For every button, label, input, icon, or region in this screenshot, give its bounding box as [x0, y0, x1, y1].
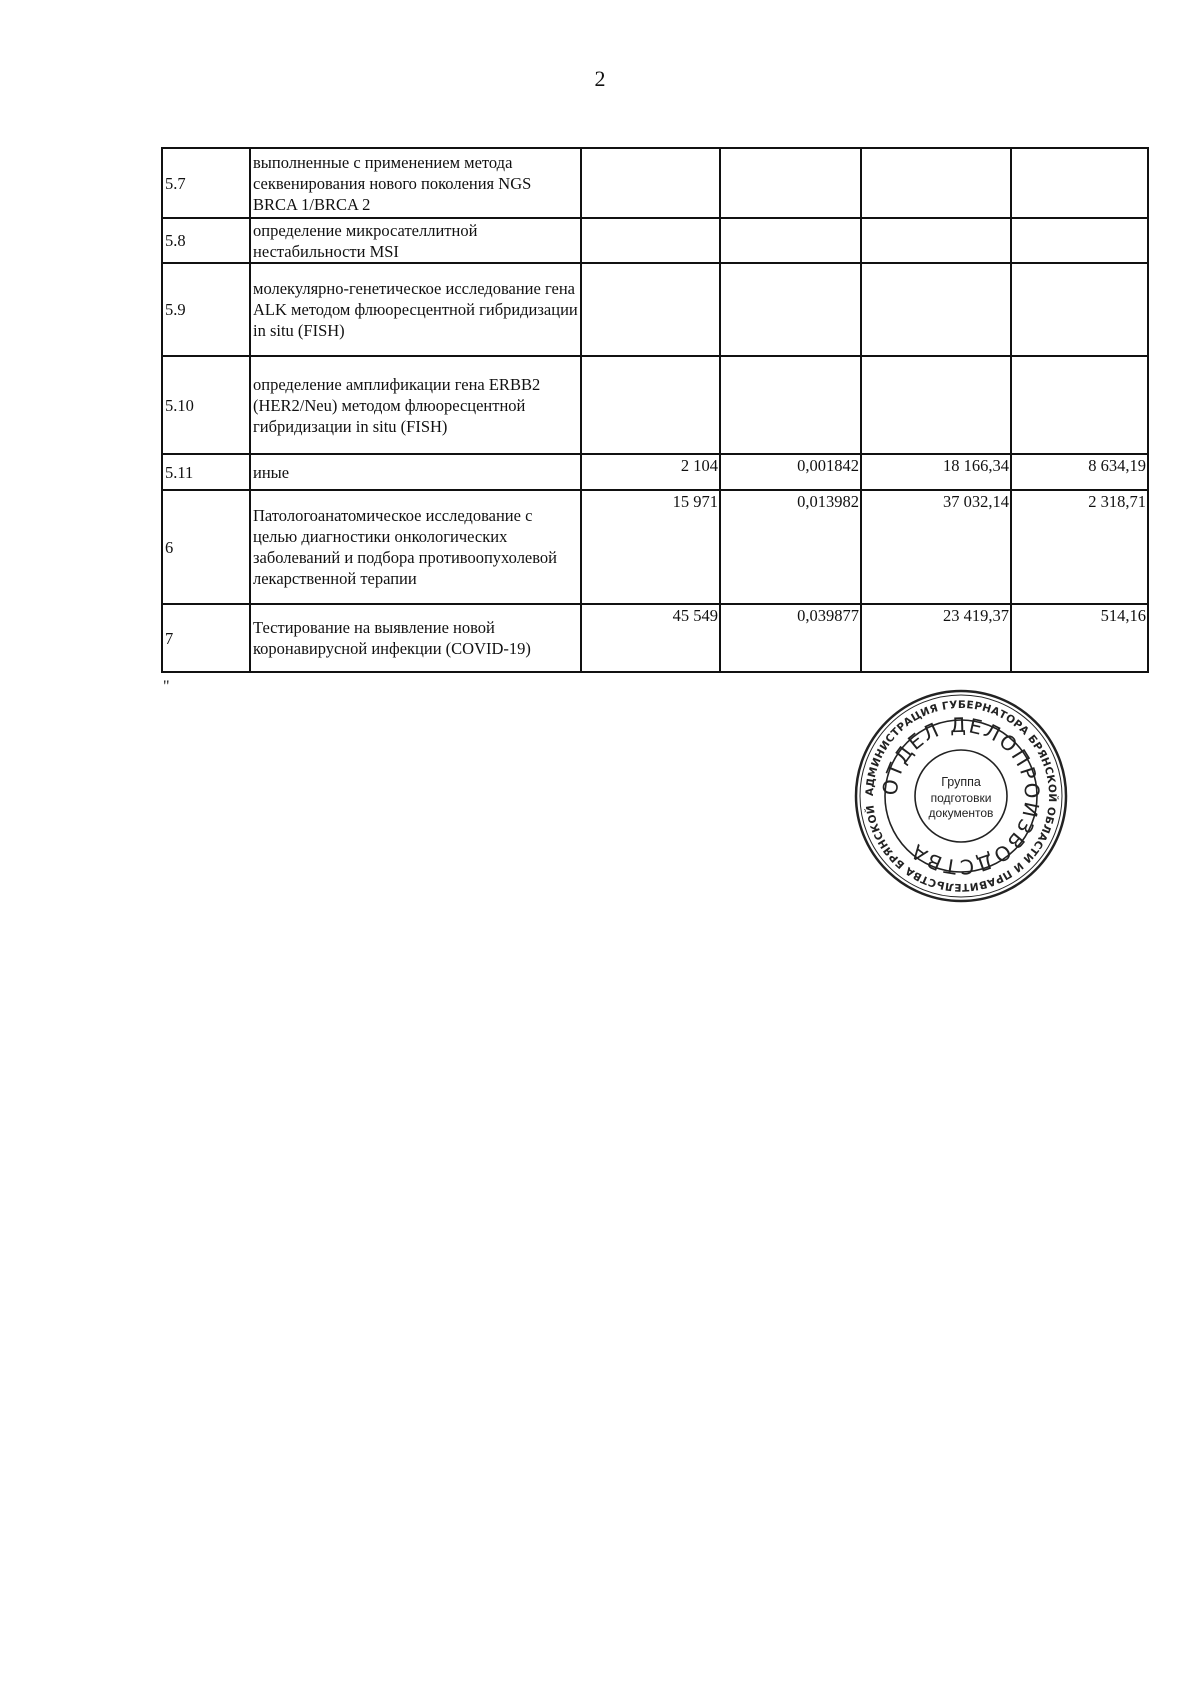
table-row — [162, 148, 1148, 218]
row-value-4 — [1011, 263, 1148, 356]
row-description: определение амплификации гена ERBB2 (HER2/Neu) методом флюоресцентной гибридизации in situ (FISH) — [250, 356, 581, 454]
row-value-3: 23 419,37 — [861, 604, 1011, 672]
table-row — [162, 604, 1148, 672]
row-description: Патологоанатомическое исследование с целью диагностики онкологических заболеваний и подбора противоопухолевой лекарственной терапии — [250, 490, 581, 604]
row-value-4: 2 318,71 — [1011, 490, 1148, 604]
row-value-2 — [720, 356, 861, 454]
row-description: определение микросателлитной нестабильности MSI — [250, 218, 581, 263]
row-value-3 — [861, 263, 1011, 356]
table-row — [162, 356, 1148, 454]
stamp-seal-icon — [853, 688, 1069, 904]
row-value-2 — [720, 148, 861, 218]
stamp-center-line-3: документов — [928, 806, 994, 820]
row-value-1 — [581, 218, 720, 263]
row-description: Тестирование на выявление новой коронавирусной инфекции (COVID-19) — [250, 604, 581, 672]
table-row — [162, 218, 1148, 263]
table-row — [162, 490, 1148, 604]
row-value-3 — [861, 218, 1011, 263]
row-description: иные — [250, 454, 581, 490]
row-value-1: 15 971 — [581, 490, 720, 604]
row-code: 6 — [162, 490, 250, 604]
stamp-center-line-1: Группа — [941, 775, 981, 789]
row-value-1 — [581, 356, 720, 454]
row-code: 7 — [162, 604, 250, 672]
row-value-3: 37 032,14 — [861, 490, 1011, 604]
row-value-2: 0,001842 — [720, 454, 861, 490]
row-value-1: 2 104 — [581, 454, 720, 490]
row-value-4: 8 634,19 — [1011, 454, 1148, 490]
page-number: 2 — [594, 66, 606, 91]
table-row — [162, 454, 1148, 490]
row-value-2 — [720, 263, 861, 356]
stamp-inner-text: ОТДЕЛ ДЕЛОПРОИЗВОДСТВА — [877, 712, 1045, 880]
row-value-2: 0,013982 — [720, 490, 861, 604]
data-table — [161, 147, 1149, 673]
row-value-2 — [720, 218, 861, 263]
row-value-1 — [581, 148, 720, 218]
table-row — [162, 263, 1148, 356]
row-value-3 — [861, 148, 1011, 218]
closing-quote: " — [163, 678, 170, 695]
row-value-2: 0,039877 — [720, 604, 861, 672]
row-value-3: 18 166,34 — [861, 454, 1011, 490]
row-value-4 — [1011, 148, 1148, 218]
row-value-1: 45 549 — [581, 604, 720, 672]
row-description: молекулярно-генетическое исследование гена ALK методом флюоресцентной гибридизации in situ (FISH) — [250, 263, 581, 356]
row-value-4: 514,16 — [1011, 604, 1148, 672]
row-code: 5.7 — [162, 148, 250, 218]
row-value-4 — [1011, 218, 1148, 263]
row-code: 5.9 — [162, 263, 250, 356]
row-code: 5.10 — [162, 356, 250, 454]
row-description: выполненные с применением метода секвенирования нового поколения NGS BRCA 1/BRCA 2 — [250, 148, 581, 218]
row-value-4 — [1011, 356, 1148, 454]
row-code: 5.8 — [162, 218, 250, 263]
official-stamp — [853, 688, 1069, 904]
row-value-3 — [861, 356, 1011, 454]
stamp-center-line-2: подготовки — [930, 791, 992, 805]
row-value-1 — [581, 263, 720, 356]
row-code: 5.11 — [162, 454, 250, 490]
stamp-outer-text: АДМИНИСТРАЦИЯ ГУБЕРНАТОРА БРЯНСКОЙ ОБЛАСТИ И ПРАВИТЕЛЬСТВА БРЯНСКОЙ — [863, 698, 1059, 894]
